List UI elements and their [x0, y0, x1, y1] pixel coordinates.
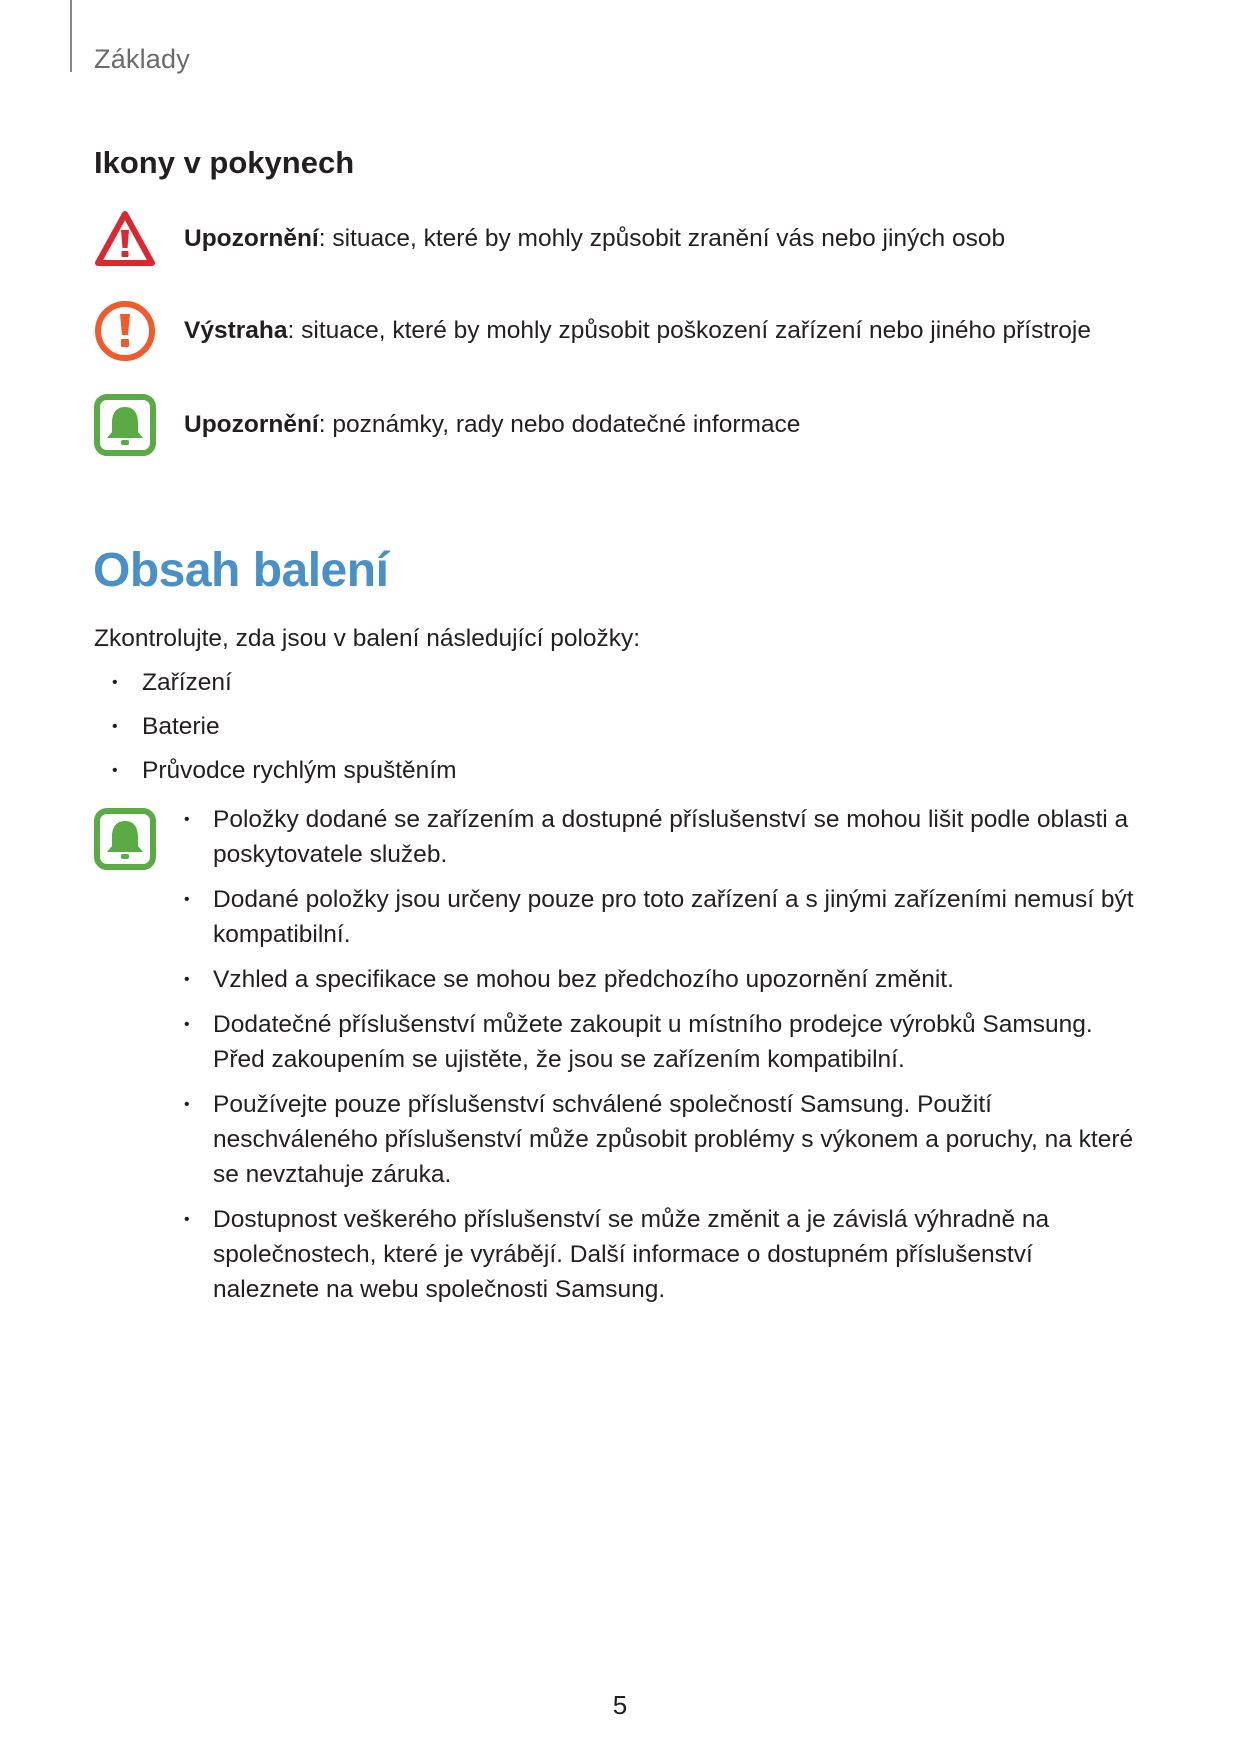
note-text: Používejte pouze příslušenství schválené společností Samsung. Použití neschváleného příslušenství může způsobit problémy s výkonem a poruchy, na které se nevztahuje záruka. [213, 1091, 1134, 1188]
note-text: Položky dodané se zařízením a dostupné příslušenství se mohou lišit podle oblasti a poskytovatele služeb. [213, 806, 1129, 868]
chapter-header: Základy [94, 44, 190, 74]
note-text: Vzhled a specifikace se mohou bez předchozího upozornění změnit. [213, 966, 954, 993]
bullet: • [184, 1096, 190, 1113]
note-bell-icon [94, 808, 156, 875]
note-item [184, 1007, 1144, 1077]
caution-circle-icon [94, 300, 156, 362]
icon-row-label: Upozornění [184, 225, 319, 252]
note-text: Dostupnost veškerého příslušenství se může změnit a je závislá výhradně na společnostech, které je vyrábějí. Další informace o dostupném příslušenství naleznete na webu společnosti Samsung. [213, 1206, 1050, 1303]
notes-list [184, 802, 1144, 1317]
bullet: • [184, 971, 190, 988]
bullet: • [184, 1016, 190, 1033]
package-section-title: Obsah balení [93, 544, 389, 597]
bullet: • [112, 674, 118, 691]
bullet: • [184, 1211, 190, 1228]
list-item-text: Průvodce rychlým spuštěním [142, 757, 457, 784]
list-item-text: Baterie [142, 713, 220, 740]
bullet: • [112, 762, 118, 779]
bullet: • [184, 891, 190, 908]
package-items-list [94, 667, 457, 799]
icon-row-note [94, 394, 1154, 456]
note-bell-icon [94, 394, 156, 456]
margin-rule [70, 0, 72, 72]
icon-row-warning [94, 208, 1154, 270]
note-item [184, 1087, 1144, 1192]
icon-row-caution [94, 300, 1154, 362]
list-item [94, 755, 457, 799]
icon-row-label: Upozornění [184, 411, 319, 438]
warning-triangle-icon [94, 208, 156, 270]
list-item [94, 667, 457, 711]
icon-row-description: : poznámky, rady nebo dodatečné informace [318, 411, 801, 438]
icon-row-text [184, 315, 1091, 347]
icon-row-label: Výstraha [184, 317, 288, 344]
package-intro: Zkontrolujte, zda jsou v balení následující položky: [94, 625, 641, 652]
icons-section-title: Ikony v pokynech [94, 145, 355, 180]
note-item [184, 1202, 1144, 1307]
bullet: • [184, 811, 190, 828]
icon-row-description: : situace, které by mohly způsobit zranění vás nebo jiných osob [318, 225, 1006, 252]
icon-row-description: : situace, které by mohly způsobit poškození zařízení nebo jiného přístroje [287, 317, 1092, 344]
list-item [94, 711, 457, 755]
icon-row-text [184, 409, 800, 441]
bullet: • [112, 718, 118, 735]
note-text: Dodatečné příslušenství můžete zakoupit u místního prodejce výrobků Samsung. Před zakoupením se ujistěte, že jsou se zařízením kompatibilní. [213, 1011, 1093, 1073]
note-item [184, 802, 1144, 872]
list-item-text: Zařízení [142, 669, 232, 696]
page-number: 5 [612, 1690, 628, 1720]
icon-row-text [184, 223, 1005, 255]
note-text: Dodané položky jsou určeny pouze pro toto zařízení a s jinými zařízeními nemusí být kompatibilní. [213, 886, 1134, 948]
note-item [184, 962, 1144, 997]
note-item [184, 882, 1144, 952]
